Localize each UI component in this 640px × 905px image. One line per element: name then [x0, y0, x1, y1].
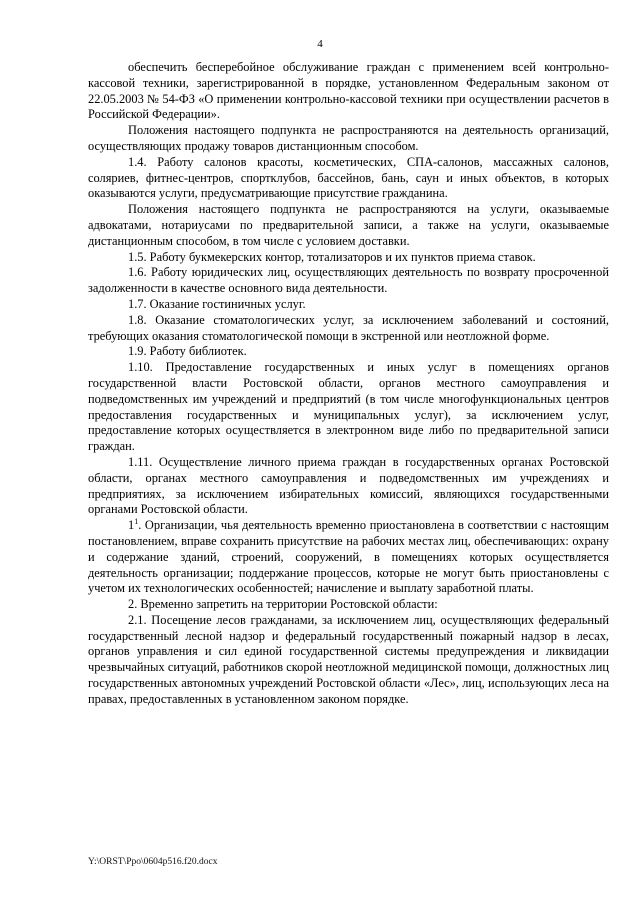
paragraph: 1.6. Работу юридических лиц, осуществляющих деятельность по возврату просроченной задолженности в качестве основного вида деятельности.: [88, 265, 609, 296]
paragraph: 1.5. Работу букмекерских контор, тотализаторов и их пунктов приема ставок.: [128, 249, 536, 264]
document-body: [88, 60, 609, 708]
paragraph: 2. Временно запретить на территории Ростовской области:: [128, 597, 438, 612]
paragraph: 1.10. Предоставление государственных и иных услуг в помещениях органов государственной власти Ростовской области, органов местного самоуправления и подведомственных им учреждений и предприятий (в том числе многофункциональных центров предоставления государственных и муниципальных услуг), за исключением услуг, предоставление которых осуществляется в электронном виде либо по предварительной записи граждан.: [88, 360, 609, 454]
page-number: 4: [317, 38, 323, 50]
paragraph: 1.11. Осуществление личного приема граждан в государственных органах Ростовской области, органах местного самоуправления и подведомственных им учреждениях и предприятиях, за исключением избирательных комиссий, являющихся государственными органами Ростовской области.: [88, 454, 609, 517]
paragraph: Положения настоящего подпункта не распространяются на услуги, оказываемые адвокатами, нотариусами по предварительной записи, а также на услуги, оказываемые дистанционным способом, в том числе с условием доставки.: [88, 202, 609, 248]
paragraph: 1.4. Работу салонов красоты, косметических, СПА-салонов, массажных салонов, соляриев, фитнес-центров, спортклубов, бассейнов, бань, саун и иных объектов, в которых оказываются услуги, предусматривающие присутствие гражданина.: [88, 154, 609, 201]
clause-text: . Организации, чья деятельность временно приостановлена в соответствии с настоящим постановлением, вправе сохранить присутствие на рабочих местах лиц, обеспечивающих: охрану и содержание зданий, строений, сооружений, в помещениях которых осуществляется деятельность организации; поддержание процессов, которые не могут быть приостановлены с учетом их технологических особенностей; начисление и выплату заработной платы.: [88, 518, 609, 596]
paragraph-organizations: [88, 518, 609, 597]
paragraph: 1.8. Оказание стоматологических услуг, за исключением заболеваний и состояний, требующих оказания стоматологической помощи в экстренной или неотложной форме.: [88, 312, 609, 343]
file-path-footer: Y:\ORST\Ppo\0604p516.f20.docx: [88, 857, 218, 867]
clause-superscript: 1: [134, 516, 139, 526]
paragraph: Положения настоящего подпункта не распространяются на деятельность организаций, осуществляющих продажу товаров дистанционным способом.: [88, 123, 609, 153]
paragraph: 1.7. Оказание гостиничных услуг.: [128, 296, 306, 311]
paragraph: 2.1. Посещение лесов гражданами, за исключением лиц, осуществляющих федеральный государственный лесной надзор и федеральный государственный пожарный надзор в лесах, органов управления и сил единой государственной системы предупреждения и ликвидации чрезвычайных ситуаций, работников скорой неотложной медицинской помощи, должностных лиц государственных автономных учреждений Ростовской области «Лес», лиц, использующих леса на правах, предоставленных в установленном законом порядке.: [88, 612, 609, 706]
paragraph: 1.9. Работу библиотек.: [128, 344, 247, 359]
paragraph: обеспечить бесперебойное обслуживание граждан с применением всей контрольно-кассовой техники, зарегистрированной в порядке, установленном Федеральным законом от 22.05.2003 № 54-ФЗ «О применении контрольно-кассовой техники при осуществлении расчетов в Российской Федерации».: [88, 60, 609, 122]
clause-number: 1: [128, 518, 135, 533]
